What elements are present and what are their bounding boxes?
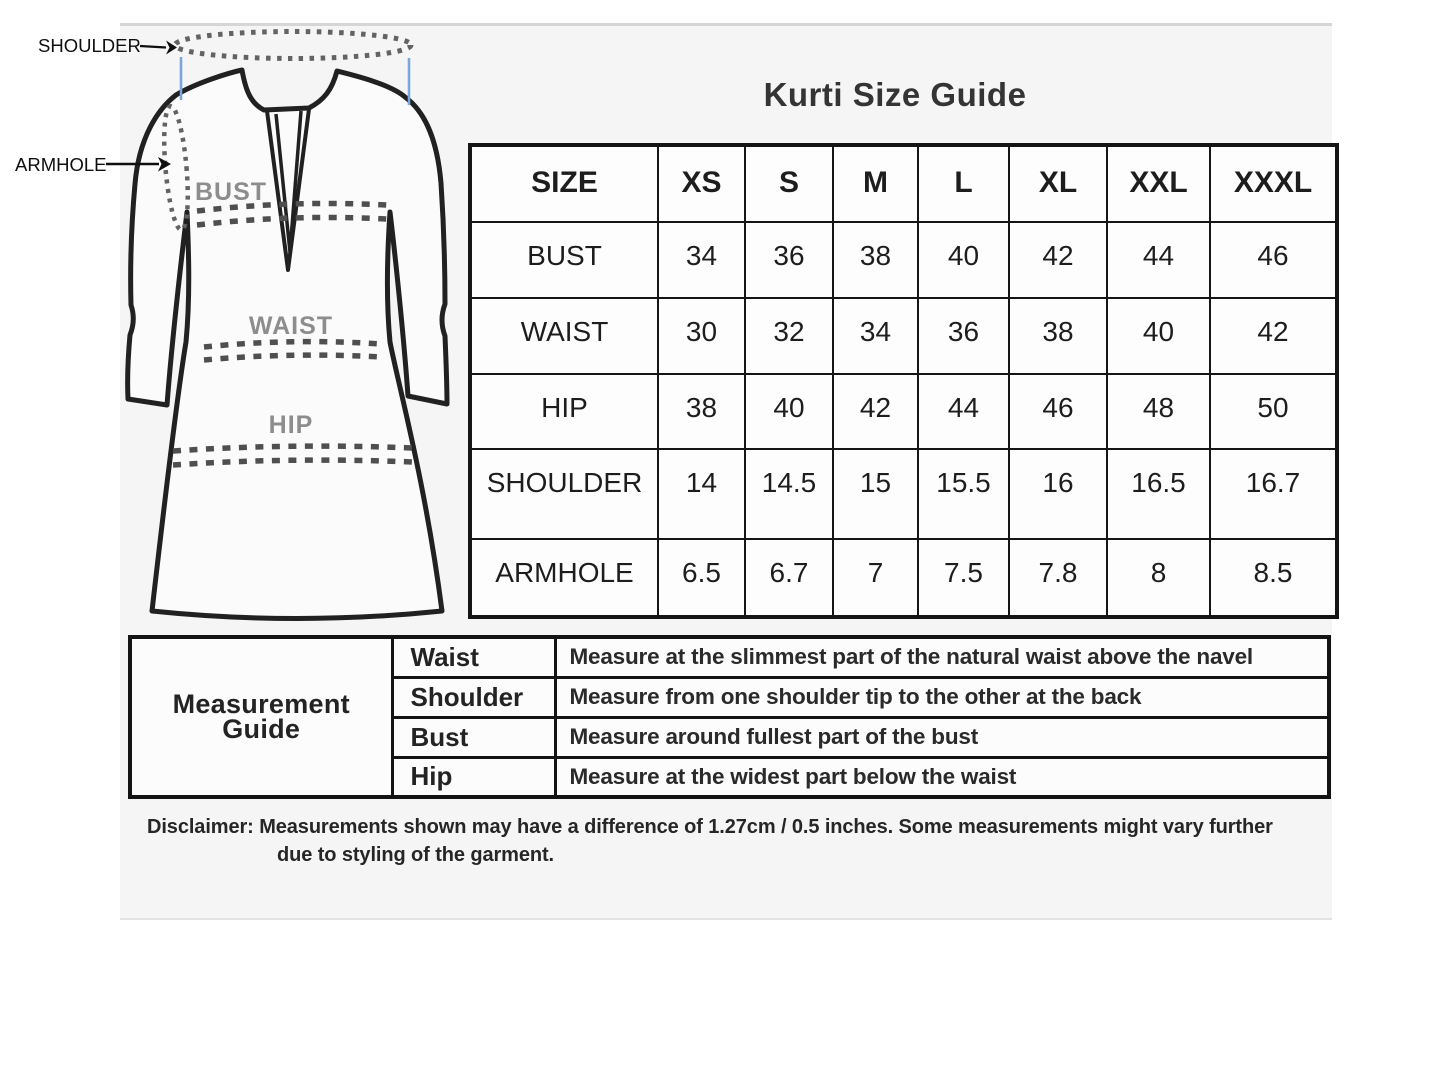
size-cell-hip-s: 40 — [745, 374, 833, 449]
size-cell-shoulder-s: 14.5 — [745, 449, 833, 539]
guide-label-bust: Bust — [392, 717, 555, 757]
guide-desc-shoulder: Measure from one shoulder tip to the other at the back — [555, 677, 1329, 717]
size-cell-bust-xl: 42 — [1009, 222, 1107, 298]
measurement-guide-heading — [130, 637, 392, 797]
size-row-label-shoulder: SHOULDER — [470, 449, 658, 539]
disclaimer-line2: due to styling of the garment. — [277, 844, 555, 866]
page-title: Kurti Size Guide — [763, 76, 1027, 113]
size-cell-waist-xl: 38 — [1009, 298, 1107, 374]
measurement-guide-row-waist — [130, 637, 1329, 677]
size-cell-shoulder-xs: 14 — [658, 449, 745, 539]
size-col-header-m: M — [833, 145, 918, 222]
size-col-header-s: S — [745, 145, 833, 222]
size-cell-waist-s: 32 — [745, 298, 833, 374]
size-table-header-row — [470, 145, 1337, 222]
size-table-row-bust — [470, 222, 1337, 298]
size-cell-armhole-xxxl: 8.5 — [1210, 539, 1337, 617]
measurement-guide-table — [128, 635, 1331, 799]
shoulder-callout-arrow — [140, 46, 166, 48]
guide-label-hip: Hip — [392, 757, 555, 797]
disclaimer-label: Disclaimer: — [147, 816, 254, 838]
size-row-label-bust: BUST — [470, 222, 658, 298]
size-table-row-shoulder — [470, 449, 1337, 539]
guide-desc-waist: Measure at the slimmest part of the natural waist above the navel — [555, 637, 1329, 677]
size-cell-armhole-xs: 6.5 — [658, 539, 745, 617]
size-table — [468, 143, 1339, 619]
disclaimer-text1: Measurements shown may have a difference of 1.27cm / 0.5 inches. Some measurements might vary further — [253, 816, 1273, 838]
size-cell-shoulder-xl: 16 — [1009, 449, 1107, 539]
size-cell-hip-xs: 38 — [658, 374, 745, 449]
size-cell-shoulder-xxxl: 16.7 — [1210, 449, 1337, 539]
size-cell-bust-s: 36 — [745, 222, 833, 298]
size-cell-shoulder-l: 15.5 — [918, 449, 1009, 539]
size-cell-waist-xs: 30 — [658, 298, 745, 374]
size-col-header-xs: XS — [658, 145, 745, 222]
size-col-header-l: L — [918, 145, 1009, 222]
size-cell-hip-m: 42 — [833, 374, 918, 449]
bust-garment-label: BUST — [194, 178, 268, 206]
size-cell-waist-m: 34 — [833, 298, 918, 374]
size-table-row-hip — [470, 374, 1337, 449]
size-row-label-armhole: ARMHOLE — [470, 539, 658, 617]
size-cell-hip-l: 44 — [918, 374, 1009, 449]
size-cell-armhole-s: 6.7 — [745, 539, 833, 617]
size-cell-bust-m: 38 — [833, 222, 918, 298]
shoulder-measure-ellipse — [175, 32, 411, 59]
size-cell-bust-xxl: 44 — [1107, 222, 1210, 298]
shoulder-callout-label: SHOULDER — [38, 35, 141, 56]
size-cell-shoulder-m: 15 — [833, 449, 918, 539]
size-cell-bust-xs: 34 — [658, 222, 745, 298]
kurti-measurement-diagram — [0, 0, 470, 640]
size-cell-hip-xxxl: 50 — [1210, 374, 1337, 449]
size-cell-shoulder-xxl: 16.5 — [1107, 449, 1210, 539]
size-cell-waist-xxl: 40 — [1107, 298, 1210, 374]
waist-garment-label: WAIST — [248, 312, 334, 340]
size-cell-waist-xxxl: 42 — [1210, 298, 1337, 374]
size-table-row-armhole — [470, 539, 1337, 617]
hip-garment-label: HIP — [268, 411, 314, 439]
disclaimer-line1 — [147, 813, 1347, 841]
size-cell-armhole-m: 7 — [833, 539, 918, 617]
size-cell-hip-xxl: 48 — [1107, 374, 1210, 449]
size-col-header-xl: XL — [1009, 145, 1107, 222]
size-cell-bust-xxxl: 46 — [1210, 222, 1337, 298]
size-cell-hip-xl: 46 — [1009, 374, 1107, 449]
size-table-row-waist — [470, 298, 1337, 374]
size-cell-armhole-xxl: 8 — [1107, 539, 1210, 617]
size-row-label-hip: HIP — [470, 374, 658, 449]
guide-label-waist: Waist — [392, 637, 555, 677]
measurement-guide-heading-line2: Guide — [222, 714, 301, 744]
size-cell-waist-l: 36 — [918, 298, 1009, 374]
guide-desc-hip: Measure at the widest part below the waist — [555, 757, 1329, 797]
disclaimer — [147, 813, 1347, 869]
size-col-header-xxl: XXL — [1107, 145, 1210, 222]
size-cell-bust-l: 40 — [918, 222, 1009, 298]
size-cell-armhole-l: 7.5 — [918, 539, 1009, 617]
guide-label-shoulder: Shoulder — [392, 677, 555, 717]
size-col-header-size: SIZE — [470, 145, 658, 222]
measurement-guide-heading-line1: Measurement — [172, 689, 350, 719]
size-row-label-waist: WAIST — [470, 298, 658, 374]
guide-desc-bust: Measure around fullest part of the bust — [555, 717, 1329, 757]
size-col-header-xxxl: XXXL — [1210, 145, 1337, 222]
size-cell-armhole-xl: 7.8 — [1009, 539, 1107, 617]
armhole-callout-label: ARMHOLE — [15, 154, 107, 175]
